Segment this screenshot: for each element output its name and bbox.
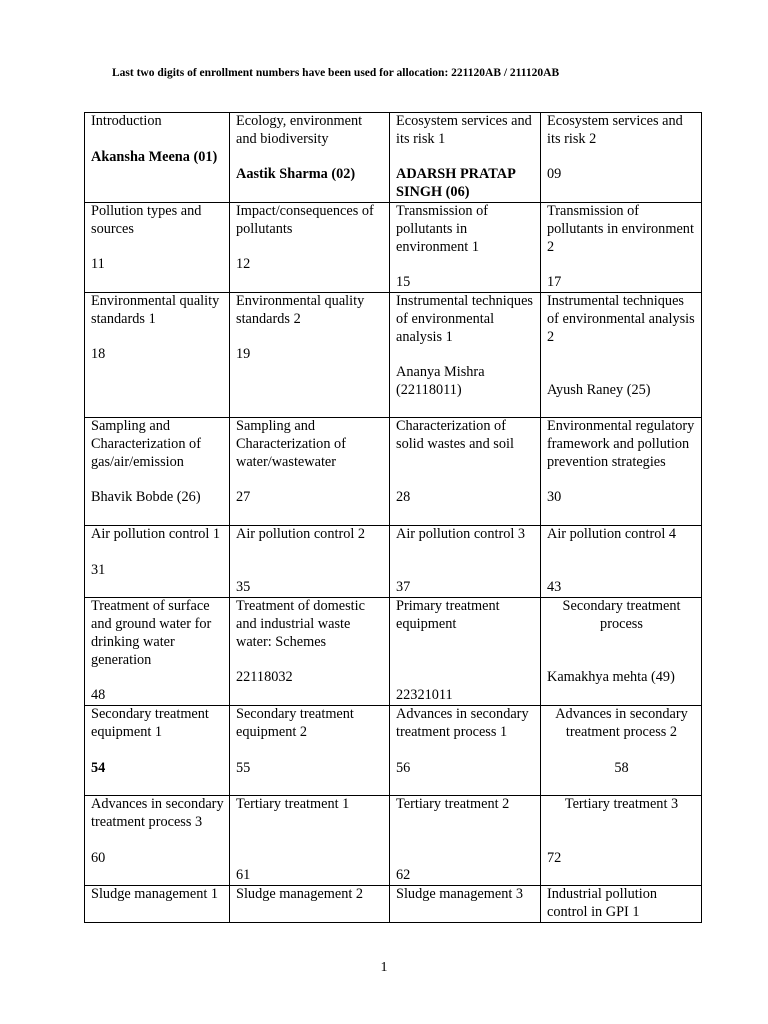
- cell-assignee: 18: [91, 346, 106, 363]
- cell-topic: Advances in secondary treatment process 1: [396, 706, 529, 740]
- table-row: [85, 203, 702, 293]
- cell-assignee: 17: [547, 274, 562, 291]
- table-cell: [230, 886, 390, 923]
- cell-topic: Environmental quality standards 1: [91, 293, 220, 327]
- table-cell: [541, 113, 702, 203]
- cell-assignee: 31: [91, 561, 106, 578]
- table-cell: [390, 706, 541, 796]
- table-cell: [390, 796, 541, 886]
- cell-topic: Air pollution control 4: [547, 526, 677, 542]
- table-cell: [541, 796, 702, 886]
- cell-topic: Sludge management 1: [91, 886, 219, 903]
- table-cell: [390, 293, 541, 418]
- cell-assignee: 55: [236, 759, 251, 776]
- cell-topic: Primary treatment equipment: [396, 598, 500, 632]
- allocation-table: [84, 112, 702, 923]
- table-row: [85, 418, 702, 526]
- table-row: [85, 706, 702, 796]
- cell-topic: Sludge management 2: [236, 886, 364, 903]
- cell-topic: Sludge management 3: [396, 886, 524, 903]
- cell-topic: Sampling and Characterization of water/wastewater: [236, 418, 346, 470]
- cell-topic: Instrumental techniques of environmental analysis 2: [547, 293, 695, 345]
- table-row: [85, 526, 702, 598]
- cell-topic: Tertiary treatment 1: [236, 796, 350, 813]
- cell-assignee: 30: [547, 489, 562, 506]
- cell-topic: Tertiary treatment 3: [564, 796, 679, 813]
- cell-topic: Treatment of domestic and industrial waste water: Schemes: [236, 598, 365, 650]
- cell-topic: Impact/consequences of pollutants: [236, 203, 374, 237]
- table-cell: [541, 418, 702, 526]
- cell-topic: Industrial pollution control in GPI 1: [547, 886, 657, 920]
- cell-assignee: Aastik Sharma (02): [236, 166, 356, 183]
- table-cell: [390, 526, 541, 598]
- cell-assignee: 22321011: [396, 687, 453, 704]
- cell-topic: Transmission of pollutants in environment 2: [547, 203, 694, 255]
- cell-assignee: 37: [396, 579, 411, 596]
- cell-assignee: 22118032: [236, 669, 293, 686]
- table-cell: [230, 706, 390, 796]
- table-cell: [230, 113, 390, 203]
- table-cell: [541, 203, 702, 293]
- cell-topic: Ecosystem services and its risk 1: [396, 113, 532, 147]
- cell-assignee: 54: [91, 759, 106, 776]
- table-cell: [541, 526, 702, 598]
- cell-topic: Air pollution control 1: [91, 526, 221, 542]
- table-cell: [390, 113, 541, 203]
- table-cell: [230, 293, 390, 418]
- cell-topic: Ecology, environment and biodiversity: [236, 113, 363, 147]
- cell-topic: Treatment of surface and ground water for drinking water generation: [91, 598, 212, 668]
- cell-topic: Introduction: [91, 113, 162, 129]
- table-cell: [390, 886, 541, 923]
- cell-assignee: Ananya Mishra (22118011): [396, 364, 485, 398]
- cell-topic: Secondary treatment process: [562, 598, 681, 632]
- cell-topic: Advances in secondary treatment process 3: [91, 796, 224, 830]
- cell-assignee: 15: [396, 274, 411, 291]
- table-cell: [230, 598, 390, 706]
- table-cell: [85, 598, 230, 706]
- table-row: [85, 598, 702, 706]
- cell-topic: Advances in secondary treatment process 2: [555, 706, 688, 740]
- table-cell: [230, 418, 390, 526]
- cell-assignee: 11: [91, 256, 105, 273]
- table-cell: [390, 418, 541, 526]
- cell-topic: Secondary treatment equipment 1: [91, 706, 209, 740]
- cell-assignee: 12: [236, 256, 251, 273]
- cell-topic: Transmission of pollutants in environment 1: [396, 203, 489, 255]
- table-cell: [541, 598, 702, 706]
- cell-assignee: Ayush Raney (25): [547, 381, 651, 398]
- cell-topic: Environmental regulatory framework and pollution prevention strategies: [547, 418, 695, 470]
- table-cell: [541, 706, 702, 796]
- table-cell: [85, 706, 230, 796]
- table-cell: [85, 526, 230, 598]
- cell-assignee: ADARSH PRATAP SINGH (06): [396, 166, 516, 201]
- cell-topic: Air pollution control 3: [396, 526, 526, 542]
- cell-assignee: 19: [236, 346, 251, 363]
- cell-assignee: Kamakhya mehta (49): [547, 669, 675, 686]
- cell-assignee: 61: [236, 867, 251, 884]
- table-row: [85, 796, 702, 886]
- cell-assignee: 48: [91, 687, 106, 704]
- table-cell: [390, 203, 541, 293]
- table-row: [85, 113, 702, 203]
- page-number: 1: [380, 960, 388, 975]
- cell-assignee: Bhavik Bobde (26): [91, 489, 201, 506]
- cell-topic: Tertiary treatment 2: [396, 796, 510, 813]
- cell-assignee: 28: [396, 489, 411, 506]
- allocation-note: Last two digits of enrollment numbers have been used for allocation: 221120AB / 211120AB: [112, 67, 560, 79]
- cell-assignee: 27: [236, 489, 251, 506]
- cell-topic: Environmental quality standards 2: [236, 293, 365, 327]
- table-row: [85, 293, 702, 418]
- table-cell: [85, 418, 230, 526]
- table-cell: [230, 203, 390, 293]
- cell-topic: Instrumental techniques of environmental analysis 1: [396, 293, 533, 345]
- cell-topic: Air pollution control 2: [236, 526, 366, 542]
- cell-assignee: 56: [396, 759, 411, 776]
- cell-assignee: 60: [91, 849, 106, 866]
- cell-assignee: 62: [396, 867, 411, 884]
- table-cell: [85, 293, 230, 418]
- cell-assignee: 35: [236, 579, 251, 596]
- cell-assignee: 09: [547, 166, 562, 183]
- table-cell: [85, 886, 230, 923]
- table-cell: [230, 796, 390, 886]
- cell-topic: Sampling and Characterization of gas/air/emission: [91, 418, 201, 470]
- cell-topic: Characterization of solid wastes and soil: [396, 418, 514, 452]
- table-cell: [85, 203, 230, 293]
- table-row: [85, 886, 702, 923]
- cell-topic: Ecosystem services and its risk 2: [547, 113, 683, 147]
- cell-topic: Secondary treatment equipment 2: [236, 706, 354, 740]
- table-cell: [390, 598, 541, 706]
- table-cell: [230, 526, 390, 598]
- cell-assignee: 58: [614, 759, 629, 776]
- table-cell: [85, 796, 230, 886]
- cell-assignee: Akansha Meena (01): [91, 148, 218, 165]
- table-cell: [541, 886, 702, 923]
- cell-topic: Pollution types and sources: [91, 203, 202, 237]
- table-cell: [85, 113, 230, 203]
- cell-assignee: 72: [547, 849, 562, 866]
- table-cell: [541, 293, 702, 418]
- cell-assignee: 43: [547, 579, 562, 596]
